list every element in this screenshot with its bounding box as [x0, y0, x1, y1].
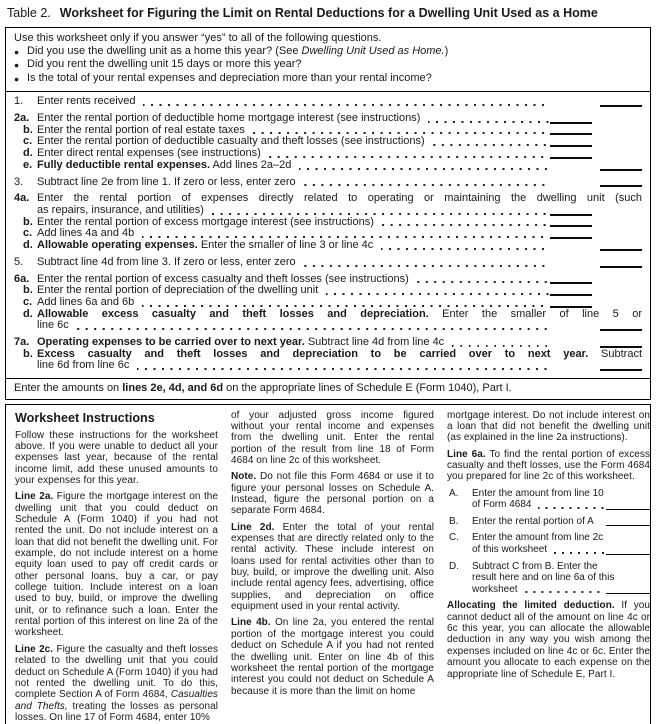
dot-leader — [538, 507, 604, 509]
mini-worksheet-item — [447, 516, 650, 528]
question-text — [27, 72, 432, 86]
entry-line — [600, 249, 642, 251]
text-segment: Allocating the limited deduction. — [447, 600, 615, 612]
text-segment: Did you use the dwelling unit as a home this year? (See — [27, 44, 302, 57]
text-segment: Excess casualty and theft losses and depreciation to be carried over to next year. — [37, 347, 589, 360]
dot-leader — [326, 293, 549, 295]
entry-line — [606, 525, 650, 526]
line-text — [37, 257, 296, 269]
line-number: c. — [23, 227, 33, 240]
dot-leader — [143, 104, 549, 106]
mini-item-line — [472, 561, 650, 573]
instruction-paragraph — [231, 410, 434, 467]
text-segment: Enter rents received — [37, 95, 136, 108]
line-number: b. — [23, 215, 33, 228]
text-segment: Enter the rental portion of real estate taxes — [37, 123, 245, 136]
mini-item-letter: A. — [449, 487, 459, 499]
question-item — [14, 58, 642, 72]
bullet-icon: ● — [14, 73, 20, 84]
mini-item-letter: D. — [449, 560, 459, 572]
instruction-paragraph — [447, 410, 650, 444]
instructions-box — [5, 404, 651, 724]
mini-worksheet-item — [447, 532, 650, 555]
worksheet-row — [10, 309, 646, 321]
inner-amount-slot — [550, 225, 596, 228]
entry-line — [550, 214, 592, 216]
line-number: d. — [23, 147, 33, 160]
text-segment: Allowable operating expenses. — [37, 239, 198, 252]
text-segment: of your adjusted gross income figured without your rental income and expenses from the dwelling unit. Enter the rental portion of the result from line 18 of Form 4684 on line 2c of this worksheet. — [231, 409, 434, 467]
text-segment: On line 2a, you entered the rental portion of the mortgage interest you could deduct on Schedule A if you had not rented the dwelling unit. Enter on line 4b of this worksheet the rental portion of the mortgage interest you could not deduct on Schedule A because it is more than the limit on home — [231, 617, 434, 697]
question-text — [27, 58, 302, 72]
dot-leader — [382, 224, 549, 226]
text-segment: Subtract line 4d from line 3. If zero or less, enter zero — [37, 255, 296, 268]
line-number: 4a. — [14, 192, 30, 205]
mini-line-text: Enter the amount from line 2c — [472, 532, 604, 544]
entry-line — [550, 122, 592, 124]
line-number: d. — [23, 239, 33, 252]
text-segment: Enter the rental portion of expenses directly related to operating or maintaining the dwelling unit (such — [37, 192, 642, 205]
text-segment: Enter the rental portion of deductible home mortgage interest (see instructions) — [37, 112, 421, 125]
mini-item-line — [472, 544, 650, 556]
text-segment: Enter the rental portion of depreciation of the dwelling unit — [37, 284, 319, 297]
entry-line — [550, 282, 592, 284]
instructions-column-3 — [447, 410, 650, 724]
text-segment: Line 4b. — [231, 617, 271, 629]
text-segment: treating the losses as personal losses. On line 17 of Form 4684, enter 10% — [15, 700, 218, 723]
instruction-paragraph — [15, 430, 218, 487]
outer-amount-slot — [596, 169, 646, 172]
line-number: c. — [23, 295, 33, 308]
worksheet-row — [10, 96, 646, 108]
instruction-paragraph — [15, 644, 218, 723]
line-text — [37, 177, 296, 189]
mini-item-lines — [472, 532, 650, 555]
text-segment: Casualties and Thefts, — [15, 689, 218, 712]
text-segment: mortgage interest. Do not include interest on a loan that did not benefit the dwelling unit (as explained in the line 2a instructions). — [447, 409, 650, 444]
entry-line — [600, 185, 642, 187]
line-number: d. — [23, 307, 33, 320]
dot-leader — [142, 305, 549, 307]
inner-amount-slot — [550, 157, 596, 160]
mini-item-lines — [472, 516, 650, 528]
text-segment: Enter the rental portion of excess casualty and theft losses (see instructions) — [37, 272, 409, 285]
text-segment: Line 2d. — [231, 521, 275, 533]
line-text — [37, 160, 291, 172]
dot-leader — [433, 144, 549, 146]
dot-leader — [304, 265, 549, 267]
text-segment: line 6d from line 6c — [37, 359, 130, 372]
entry-line — [606, 554, 650, 555]
dot-leader — [381, 248, 549, 250]
mini-worksheet — [447, 488, 650, 596]
question-text — [27, 45, 448, 59]
worksheet-row — [10, 320, 646, 332]
text-segment: Follow these instructions for the worksheet above. If you were unable to deduct all your expenses last year, because of the rental income limit, add these unused amounts to your expenses for this year. — [15, 429, 218, 487]
inner-amount-slot — [550, 122, 596, 125]
instruction-paragraph — [231, 617, 434, 696]
text-segment: ) — [444, 44, 449, 57]
bullet-icon: ● — [14, 46, 20, 57]
text-segment: Figure the casualty and theft losses related to the dwelling unit that you could deduct on Schedule A (Form 1040) if you had not rented the dwelling unit. To do this, complete Section A of Form 4684, — [15, 643, 219, 701]
worksheet-lines — [6, 92, 650, 374]
mini-item-line — [472, 516, 650, 528]
text-segment: Enter the rental portion of excess mortgage interest (see instructions) — [37, 215, 374, 228]
outer-amount-slot — [596, 185, 646, 188]
text-segment: Figure the mortgage interest on the dwelling unit that you could deduct on Schedule A (Form 1040) if you had not rented the unit. Do not include interest on a loan that did not benefit the dwelling unit. For example, do not include interest on a home equity loan used to pay off credit cards or other personal loans, buy a car, or pay college tuition. Include interest on a loan used to buy, build, or improve the dwelling unit, or to refinance such a loan. Enter the rental portion of this interest on line 2a of the worksheet. — [15, 491, 219, 639]
worksheet-row — [10, 360, 646, 372]
mini-item-lines — [472, 488, 650, 511]
entry-line — [550, 225, 592, 227]
table-title-text: Worksheet for Figuring the Limit on Rental Deductions for a Dwelling Unit Used as a Home — [59, 6, 598, 20]
inner-amount-slot — [550, 133, 596, 136]
entry-line — [550, 237, 592, 239]
line-number: 1. — [14, 95, 24, 108]
entry-line — [600, 169, 642, 171]
inner-amount-slot — [550, 214, 596, 217]
outer-amount-slot — [596, 105, 646, 108]
inner-amount-slot — [550, 237, 596, 240]
mini-worksheet-item — [447, 561, 650, 596]
entry-line — [600, 329, 642, 331]
text-segment: Fully deductible rental expenses. — [37, 158, 210, 171]
instructions-columns — [15, 409, 650, 724]
text-segment: as repairs, insurance, and utilities) — [37, 204, 204, 216]
line-text — [37, 320, 69, 332]
line-number: e. — [23, 158, 33, 171]
outer-amount-slot — [596, 329, 646, 332]
entry-line — [600, 266, 642, 268]
entry-line — [550, 294, 592, 296]
intro-lead — [14, 32, 642, 45]
text-segment: Enter the amounts on — [14, 382, 123, 395]
text-segment: lines 2e, 4d, and 6d — [122, 382, 224, 395]
outer-amount-slot — [596, 249, 646, 252]
line-text — [37, 360, 129, 372]
text-segment: line 6c — [37, 319, 69, 332]
instructions-column-1 — [15, 410, 218, 724]
mini-item-line — [472, 572, 650, 584]
dot-leader — [304, 184, 549, 186]
mini-line-text: of Form 4684 — [472, 499, 532, 511]
outer-amount-slot — [596, 266, 646, 269]
mini-worksheet-item — [447, 488, 650, 511]
line-number: 3. — [14, 175, 24, 188]
text-segment: Allowable excess casualty and theft losses and depreciation. — [37, 307, 429, 320]
dot-leader — [253, 132, 549, 134]
mini-item-line — [472, 488, 650, 500]
text-segment: Add lines 6a and 6b — [37, 295, 135, 308]
line-number: 2a. — [14, 112, 30, 125]
text-segment: Line 2a. — [15, 491, 54, 503]
mini-line-text: worksheet — [472, 583, 518, 595]
table-title — [7, 6, 651, 20]
instruction-paragraph — [447, 600, 650, 679]
inner-amount-slot — [550, 145, 596, 148]
intro-questions — [6, 28, 650, 92]
mini-item-line — [472, 584, 650, 596]
dot-leader — [269, 156, 549, 158]
dot-leader — [142, 236, 549, 238]
inner-amount-slot — [550, 294, 596, 297]
line-number: 5. — [14, 255, 24, 268]
text-segment: To find the rental portion of excess casualty and theft losses, use the Form 4684 you prepared for line 2c of this worksheet. — [447, 448, 650, 483]
line-number: 6a. — [14, 272, 30, 285]
text-segment: Do not file this Form 4684 or use it to figure your personal losses on Schedule A. Instead, figure the personal portion on a separate Form 4684. — [231, 471, 434, 517]
line-number: b. — [23, 347, 33, 360]
instructions-column-2 — [231, 410, 434, 724]
text-segment: Enter the smaller of line 3 or line 4c — [197, 239, 374, 252]
worksheet-row — [10, 257, 646, 269]
mini-line-text: of this worksheet — [472, 544, 548, 556]
dot-leader — [554, 552, 604, 554]
text-segment: Enter the smaller of line 5 or — [428, 307, 642, 320]
question-item — [14, 45, 642, 59]
mini-line-text: Enter the amount from line 10 — [472, 487, 604, 499]
line-text — [37, 309, 646, 321]
instruction-paragraph — [231, 471, 434, 516]
text-segment: on the appropriate lines of Schedule E (Form 1040), Part I. — [223, 382, 512, 395]
mini-item-line — [472, 499, 650, 511]
worksheet-box — [5, 27, 651, 400]
worksheet-row — [10, 160, 646, 172]
text-segment: Operating expenses to be carried over to next year. — [37, 336, 305, 349]
text-segment: Enter direct rental expenses (see instructions) — [37, 147, 261, 160]
text-segment: If you cannot deduct all of the amount on line 4c or 6c this year, you can allocate the allowable deduction in any way you wish among the expenses included on line 4c or 6c. Enter the amount you allocate to each expense on the appropriate line of Schedule E, Part I. — [447, 600, 650, 680]
mini-item-letter: B. — [449, 515, 459, 527]
line-text — [37, 240, 373, 252]
entry-line — [600, 105, 642, 107]
outer-amount-slot — [596, 369, 646, 372]
entry-line — [606, 509, 650, 510]
text-segment: Subtract line 4d from line 4c — [304, 336, 445, 349]
text-segment: Subtract line 2e from line 1. If zero or less, enter zero — [37, 175, 296, 188]
text-segment: Add lines 4a and 4b — [37, 227, 135, 240]
mini-line-text: Enter the rental portion of A — [472, 515, 594, 527]
text-segment: Is the total of your rental expenses and depreciation more than your rental income? — [27, 71, 432, 84]
text-segment: Subtract — [588, 347, 642, 360]
text-segment: Did you rent the dwelling unit 15 days or more this year? — [27, 58, 302, 71]
dot-leader — [452, 345, 549, 347]
dot-leader — [525, 591, 604, 593]
text-segment: Note. — [231, 471, 257, 483]
worksheet-row — [10, 177, 646, 189]
dot-leader — [137, 368, 549, 370]
mini-item-letter: C. — [449, 532, 459, 544]
worksheet-row — [10, 240, 646, 252]
text-segment: Enter the rental portion of deductible casualty and theft losses (see instructions) — [37, 135, 425, 148]
instructions-heading: Worksheet Instructions — [15, 410, 155, 425]
dot-leader — [77, 328, 549, 330]
bullet-icon: ● — [14, 60, 20, 71]
text-segment: Add lines 2a–2d — [210, 158, 292, 171]
text-segment: Dwelling Unit Used as Home. — [301, 44, 445, 57]
dot-leader — [417, 281, 549, 283]
entry-line — [550, 133, 592, 135]
text-segment: Line 6a. — [447, 448, 486, 460]
inner-amount-slot — [550, 282, 596, 285]
instruction-paragraph — [447, 449, 650, 483]
text-segment: Enter the total of your rental expenses that are directly related only to the rental activity. These include interest on loans used for rental activities other than to buy, build, or improve the dwelling unit. Also include rental agency fees, advertising, office supplies, and depreciation on office equipment used in your rental activity. — [231, 521, 434, 613]
entry-line — [550, 145, 592, 147]
entry-line — [600, 369, 642, 371]
instruction-paragraph — [231, 522, 434, 613]
table-number: Table 2. — [7, 6, 51, 20]
line-number: 7a. — [14, 336, 30, 349]
intro-lead-text: Use this worksheet only if you answer “yes” to all of the following questions. — [14, 32, 382, 44]
mini-item-line — [472, 532, 650, 544]
mini-item-lines — [472, 561, 650, 596]
mini-line-text: result here and on line 6a of this — [472, 572, 615, 584]
line-number: b. — [23, 284, 33, 297]
line-number: b. — [23, 123, 33, 136]
text-segment: Line 2c. — [15, 643, 54, 655]
entry-line — [606, 593, 650, 594]
dot-leader — [428, 121, 549, 123]
line-text — [37, 96, 135, 108]
dot-leader — [212, 213, 549, 215]
line-number: c. — [23, 135, 33, 148]
dot-leader — [299, 168, 549, 170]
instruction-paragraph — [15, 491, 218, 638]
mini-line-text: Subtract C from B. Enter the — [472, 560, 598, 572]
question-list — [14, 45, 642, 86]
question-item — [14, 72, 642, 86]
entry-line — [550, 157, 592, 159]
worksheet-footer-note — [6, 378, 650, 399]
